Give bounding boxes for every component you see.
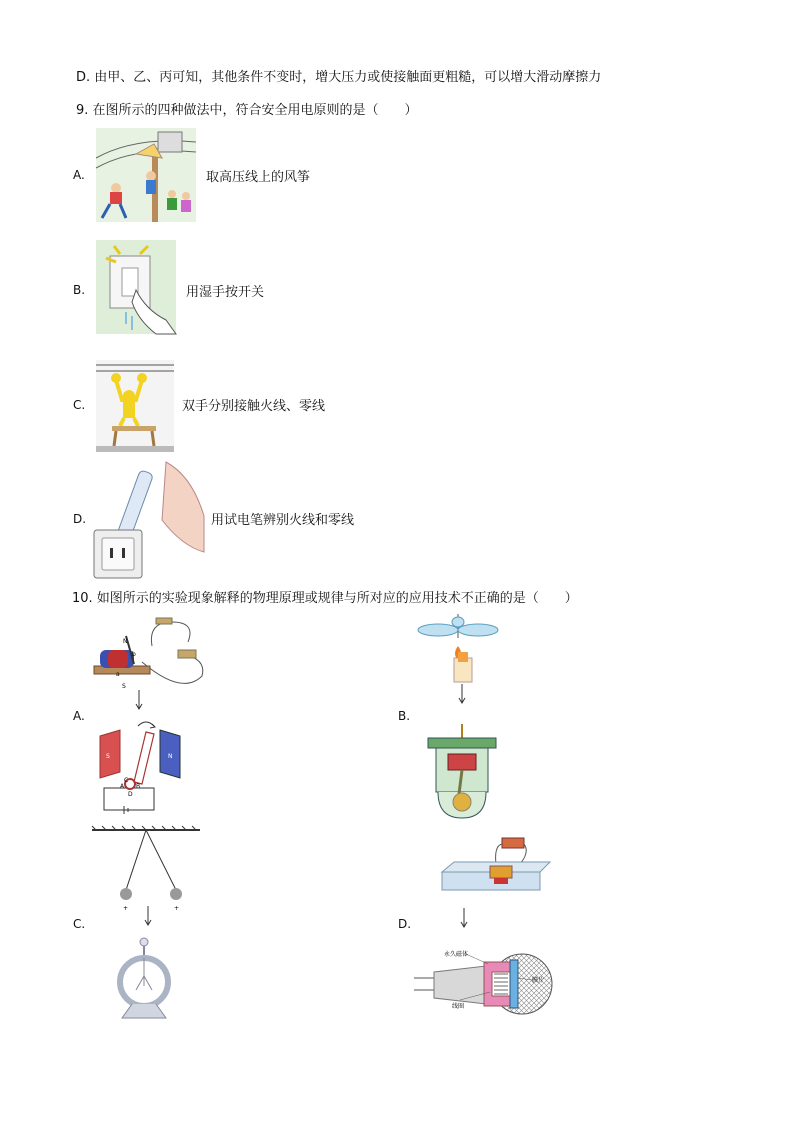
q8-option-d: D. 由甲、乙、丙可知，其他条件不变时，增大压力或使接触面更粗糙，可以增大滑动摩擦力: [76, 70, 602, 85]
q10-d-device-figure: [440, 834, 552, 894]
q9-option-a-letter: A.: [73, 168, 85, 182]
q10-b-pinwheel-figure: [418, 614, 498, 684]
q9-touch-wires-picture: [96, 360, 174, 452]
q10-a-label-b: b: [132, 651, 136, 658]
q10-a-coil-c: C: [124, 777, 129, 784]
q10-option-c-letter: C.: [73, 917, 86, 931]
q9-option-a-text: 取高压线上的风筝: [206, 170, 311, 185]
q10-stem: 10. 如图所示的实验现象解释的物理原理或规律与所对应的应用技术不正确的是（ ）: [72, 591, 578, 606]
q10-c-plus-right: +: [174, 905, 180, 912]
q10-a-coil-d: D: [128, 791, 133, 798]
q10-c-plus-left: +: [123, 905, 129, 912]
q10-d-microphone-figure: [414, 948, 556, 1018]
q10-c-electroscope-figure: [114, 936, 170, 1020]
q10-option-d-letter: D.: [398, 917, 412, 931]
q9-option-c-letter: C.: [73, 398, 86, 412]
q9-option-b-text: 用湿手按开关: [186, 285, 265, 300]
q10-a-coil-a: A: [120, 783, 125, 790]
q9-test-pen-picture: [92, 456, 204, 580]
q10-option-a-letter: A.: [73, 709, 85, 723]
q9-option-b-letter: B.: [73, 283, 86, 297]
q10-a-magnet-s: S: [106, 753, 110, 760]
q10-a-motor-figure: [94, 716, 184, 814]
q10-d-diaphragm-label: 膜片: [532, 977, 545, 984]
q10-a-induction-setup: [92, 616, 207, 690]
q10-a-label-a: a: [116, 671, 120, 678]
q10-d-magnet-label: 永久磁体: [444, 951, 469, 958]
q10-d-coil-label: 线圈: [452, 1003, 465, 1010]
q9-option-c-text: 双手分别接触火线、零线: [182, 399, 326, 414]
q10-c-charged-balls-figure: [92, 826, 200, 914]
q10-b-engine-figure: [424, 724, 500, 820]
q9-kite-picture: [96, 128, 196, 222]
q10-a-coil-b: B: [136, 783, 141, 790]
q10-a-label-s: S: [122, 683, 126, 690]
q9-option-d-letter: D.: [73, 512, 87, 526]
q10-a-label-n: N: [123, 638, 128, 645]
q9-switch-picture: [96, 240, 176, 334]
q9-option-d-text: 用试电笔辨别火线和零线: [211, 513, 355, 528]
q10-option-b-letter: B.: [398, 709, 411, 723]
q10-a-magnet-n: N: [168, 753, 173, 760]
q9-stem: 9. 在图所示的四种做法中，符合安全用电原则的是（ ）: [76, 103, 418, 118]
